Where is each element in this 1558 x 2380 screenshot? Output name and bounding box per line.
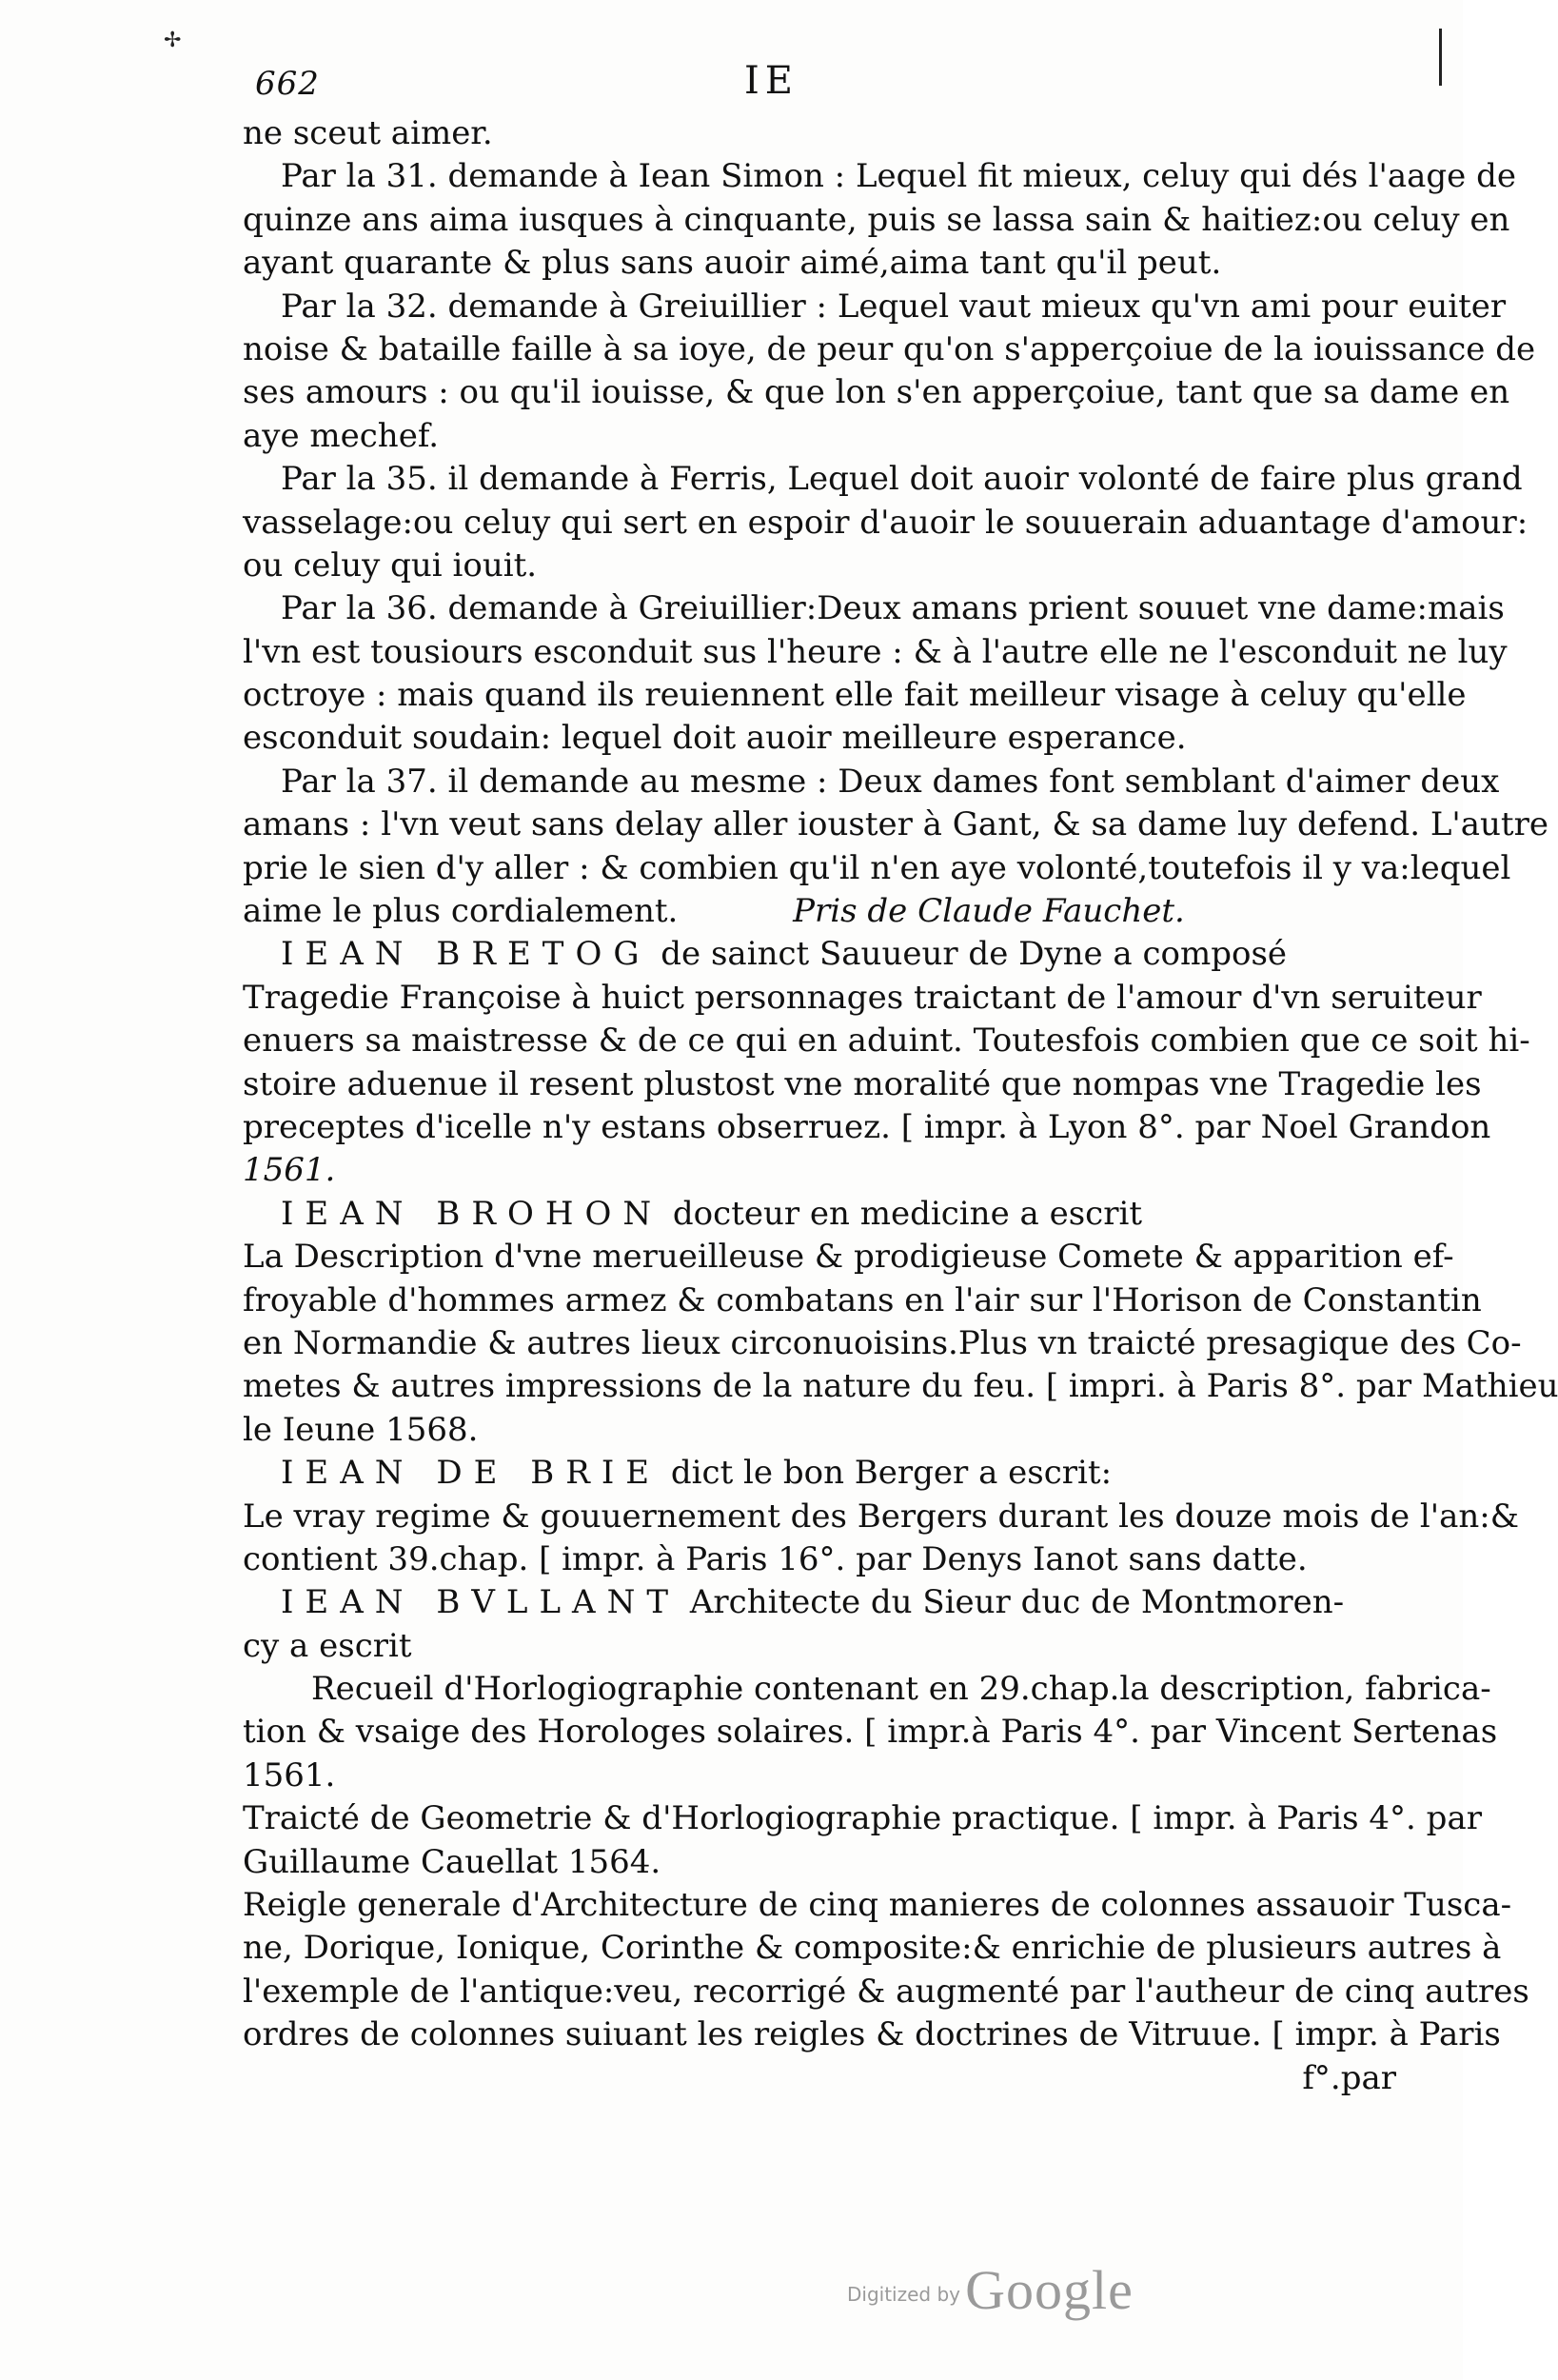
- text-line: Par la 37. il demande au mesme : Deux dames font semblant d'aimer deux: [281, 762, 1500, 801]
- text-line: esconduit soudain: lequel doit auoir meilleure esperance.: [243, 719, 1187, 758]
- page-number: 662: [255, 65, 320, 103]
- author-name: IEAN BROHON: [281, 1194, 663, 1233]
- text-line: preceptes d'icelle n'y estans obserruez. [ impr. à Lyon 8°. par Noel Grandon: [243, 1107, 1491, 1146]
- text-line: dict le bon Berger a escrit:: [661, 1454, 1113, 1493]
- text-line: Recueil d'Horlogiographie contenant en 29.chap.la description, fabrica-: [311, 1670, 1491, 1709]
- text-line: prie le sien d'y aller : & combien qu'il n'en aye volonté,toutefois il y va:lequel: [243, 848, 1511, 887]
- digitized-by-google-watermark: [847, 2258, 1134, 2322]
- text-line: Reigle generale d'Architecture de cinq manieres de colonnes assauoir Tusca-: [243, 1886, 1512, 1925]
- author-name: IEAN BVLLANT: [281, 1583, 680, 1622]
- source-attribution: Pris de Claude Fauchet.: [793, 892, 1185, 931]
- text-line: ou celuy qui iouit.: [243, 545, 538, 585]
- text-line: ne sceut aimer.: [243, 114, 493, 152]
- text-line: metes & autres impressions de la nature du feu. [ impri. à Paris 8°. par Mathieu: [243, 1367, 1558, 1406]
- text-line: l'exemple de l'antique:veu, recorrigé & augmenté par l'autheur de cinq autres: [243, 1972, 1529, 2011]
- text-line: ayant quarante & plus sans auoir aimé,aima tant qu'il peut.: [243, 244, 1222, 283]
- text-line: cy a escrit: [243, 1626, 412, 1665]
- catchword: f°.par: [1302, 2058, 1396, 2097]
- margin-mark-left: ✢: [164, 29, 182, 52]
- text-line: Le vray regime & gouuernement des Bergers durant les douze mois de l'an:&: [243, 1497, 1519, 1536]
- text-line: stoire aduenue il resent plustost vne moralité que nompas vne Tragedie les: [243, 1064, 1482, 1103]
- watermark-prefix: Digitized by: [847, 2283, 960, 2306]
- text-line: La Description d'vne merueilleuse & prodigieuse Comete & apparition ef-: [243, 1238, 1454, 1277]
- text-line: Par la 31. demande à Iean Simon : Lequel fit mieux, celuy qui dés l'aage de: [281, 157, 1516, 196]
- text-line: tion & vsaige des Horologes solaires. [ impr.à Paris 4°. par Vincent Sertenas: [243, 1713, 1498, 1752]
- body-text: [243, 112, 1558, 2100]
- text-line: vasselage:ou celuy qui sert en espoir d'auoir le souuerain aduantage d'amour:: [243, 503, 1528, 542]
- text-line: Architecte du Sieur duc de Montmoren-: [680, 1583, 1345, 1622]
- text-line: Par la 36. demande à Greiuillier:Deux amans prient souuet vne dame:mais: [281, 589, 1505, 628]
- entry-brohon: [243, 1193, 1558, 1452]
- text-line: Tragedie Françoise à huict personnages traictant de l'amour d'vn seruiteur: [243, 978, 1482, 1017]
- text-line: ses amours : ou qu'il iouisse, & que lon s'en apperçoiue, tant que sa dame en: [243, 373, 1510, 412]
- entry-debrie: [243, 1452, 1519, 1581]
- google-logo: Google: [965, 2259, 1134, 2321]
- text-line: froyable d'hommes armez & combatans en l'air sur l'Horison de Constantin: [243, 1280, 1482, 1319]
- text-line: ordres de colonnes suiuant les reigles & doctrines de Vitruue. [ impr. à Paris: [243, 2015, 1501, 2054]
- text-line: Guillaume Cauellat 1564.: [243, 1842, 661, 1881]
- text-line: enuers sa maistresse & de ce qui en aduint. Toutesfois combien que ce soit hi-: [243, 1021, 1530, 1061]
- text-line: quinze ans aima iusques à cinquante, puis se lassa sain & haitiez:ou celuy en: [243, 200, 1510, 239]
- text-line: aye mechef.: [243, 416, 440, 455]
- text-line: noise & bataille faille à sa ioye, de peur qu'on s'apperçoiue de la iouissance de: [243, 329, 1536, 368]
- text-line-with-source: [243, 890, 1413, 933]
- text-line: 1561.: [243, 1151, 336, 1190]
- text-line: contient 39.chap. [ impr. à Paris 16°. par Denys Ianot sans datte.: [243, 1539, 1308, 1578]
- text-line: Par la 32. demande à Greiuillier : Lequel vaut mieux qu'vn ami pour euiter: [281, 287, 1507, 326]
- text-line: le Ieune 1568.: [243, 1410, 479, 1449]
- text-line: l'vn est tousiours esconduit sus l'heure : & à l'autre elle ne l'esconduit ne luy: [243, 632, 1508, 671]
- entry-bullant: [243, 1581, 1529, 2100]
- text-line: en Normandie & autres lieux circonuoisins.Plus vn traicté presagique des Co-: [243, 1323, 1522, 1362]
- author-name: IEAN BRETOG: [281, 935, 651, 974]
- text-line: octroye : mais quand ils reuiennent elle fait meilleur visage à celuy qu'elle: [243, 676, 1467, 715]
- running-head: IE: [744, 59, 799, 103]
- entry-text: aime le plus cordialement.: [243, 892, 679, 931]
- text-line: ne, Dorique, Ionique, Corinthe & composite:& enrichie de plusieurs autres à: [243, 1929, 1502, 1968]
- text-line: de sainct Sauueur de Dyne a composé: [650, 935, 1288, 974]
- text-line: amans : l'vn veut sans delay aller iouster à Gant, & sa dame luy defend. L'autre: [243, 805, 1548, 844]
- author-name: IEAN DE BRIE: [281, 1454, 661, 1493]
- letter-entries: [243, 112, 1548, 933]
- text-line: docteur en medicine a escrit: [662, 1194, 1142, 1233]
- text-line: 1561.: [243, 1755, 336, 1795]
- page-header: [0, 59, 1463, 107]
- text-line: Par la 35. il demande à Ferris, Lequel doit auoir volonté de faire plus grand: [281, 460, 1523, 499]
- text-line: Traicté de Geometrie & d'Horlogiographie practique. [ impr. à Paris 4°. par: [243, 1799, 1482, 1838]
- entry-bretog: [243, 933, 1530, 1192]
